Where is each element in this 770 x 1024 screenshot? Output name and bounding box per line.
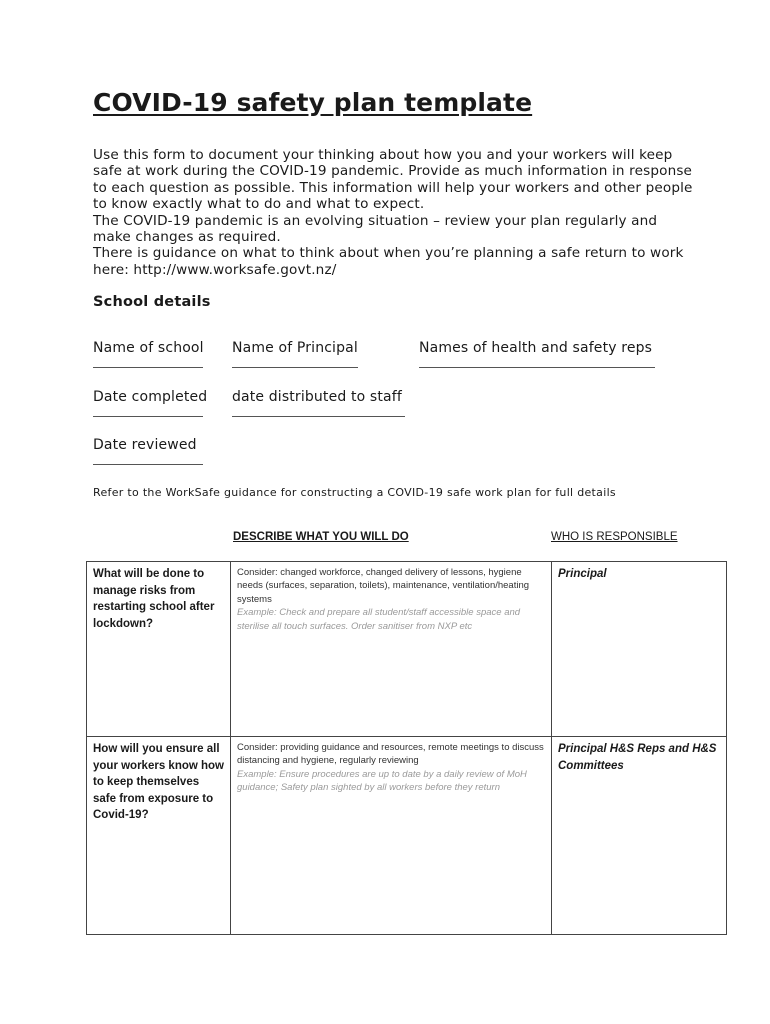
- responsible-cell[interactable]: Principal: [552, 562, 727, 737]
- date-completed-label: Date completed: [93, 389, 208, 405]
- consider-text: Consider: providing guidance and resources, remote meetings to discuss distancing and hygiene, regularly reviewing: [237, 742, 544, 767]
- principal-name-line[interactable]: [232, 356, 358, 368]
- principal-name-label: Name of Principal: [232, 340, 358, 356]
- safety-plan-table: [86, 561, 727, 935]
- date-completed-line[interactable]: [93, 405, 203, 417]
- table-row: [87, 737, 727, 935]
- school-name-field[interactable]: [93, 340, 203, 368]
- intro-paragraph: The COVID-19 pandemic is an evolving situation – review your plan regularly and make changes as required.: [93, 212, 658, 246]
- responsible-cell[interactable]: Principal H&S Reps and H&S Committees: [552, 737, 727, 935]
- date-reviewed-field[interactable]: [93, 437, 203, 465]
- refer-note: Refer to the WorkSafe guidance for constructing a COVID-19 safe work plan for full details: [93, 486, 616, 499]
- intro-paragraph: There is guidance on what to think about when you’re planning a safe return to work here: http://www.worksafe.govt.nz/: [93, 245, 684, 278]
- column-header-describe: DESCRIBE WHAT YOU WILL DO: [233, 531, 409, 543]
- date-completed-field[interactable]: [93, 389, 208, 417]
- question-cell: What will be done to manage risks from restarting school after lockdown?: [87, 562, 231, 737]
- consider-text: Consider: changed workforce, changed delivery of lessons, hygiene needs (surfaces, separation, toilets), maintenance, ventilation/heating systems: [237, 567, 530, 605]
- table-row: [87, 562, 727, 737]
- section-heading-school-details: School details: [93, 294, 211, 310]
- school-name-label: Name of school: [93, 340, 204, 356]
- date-distributed-field[interactable]: [232, 389, 405, 417]
- document-title: COVID-19 safety plan template: [93, 88, 533, 117]
- principal-name-field[interactable]: [232, 340, 358, 368]
- hs-reps-field[interactable]: [419, 340, 655, 368]
- example-text: Example: Ensure procedures are up to date by a daily review of MoH guidance; Safety plan sighted by all workers before they return: [237, 768, 527, 794]
- date-reviewed-line[interactable]: [93, 453, 203, 465]
- describe-cell[interactable]: [231, 737, 552, 935]
- intro-paragraph: Use this form to document your thinking about how you and your workers will keep safe at work during the COVID-19 pandemic. Provide as much information in response to each question as possible. This information will help your workers and other people to know exactly what to do and what to expect.: [93, 147, 693, 213]
- column-header-responsible: WHO IS RESPONSIBLE: [551, 531, 678, 543]
- describe-cell[interactable]: [231, 562, 552, 737]
- example-text: Example: Check and prepare all student/staff accessible space and sterilise all touch surfaces. Order sanitiser from NXP etc: [237, 607, 521, 632]
- intro-text: [93, 147, 693, 278]
- date-distributed-label: date distributed to staff: [232, 389, 402, 405]
- question-cell: How will you ensure all your workers know how to keep themselves safe from exposure to Covid-19?: [87, 737, 231, 935]
- hs-reps-label: Names of health and safety reps: [419, 340, 653, 356]
- hs-reps-line[interactable]: [419, 356, 655, 368]
- date-reviewed-label: Date reviewed: [93, 437, 197, 453]
- date-distributed-line[interactable]: [232, 405, 405, 417]
- school-name-line[interactable]: [93, 356, 203, 368]
